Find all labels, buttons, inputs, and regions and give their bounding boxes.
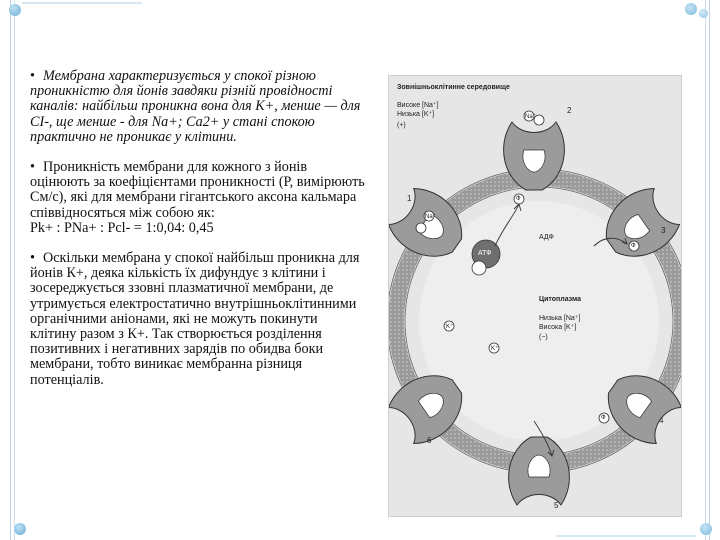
k-ion-label: K⁺: [446, 324, 454, 330]
ion-circle: [416, 223, 426, 233]
paragraph-text: Оскільки мембрана у спокої найбільш проникна для йонів К+, деяка кількість їх дифундує з клітини і зосереджується ззовні плазматичної мембрани, де утримується електростатично внутрішньоклітинними органічними аніонами, які не можуть покинути клітину разом з К+. Так створюється розділення позитивних і негативних зарядів по обидва боки мембрани, тобто виникає мембранна різниця потенціалів.: [30, 250, 360, 388]
step-number: 3: [661, 226, 666, 235]
decor-bar-top: [22, 2, 142, 4]
decor-bubble: [9, 4, 21, 16]
inner-low-na-label: Низька [Na⁺]: [539, 315, 581, 322]
decor-bubble: [14, 523, 26, 535]
phosphate-label: Ф: [516, 196, 521, 202]
ratio-formula: Pk+ : PNa+ : Pcl- = 1:0,04: 0,45: [30, 219, 214, 236]
step-number: 2: [567, 106, 572, 115]
outer-charge-label: (+): [397, 122, 406, 129]
paragraph-text: Мембрана характеризується у спокої різною проникністю для йонів завдяки різній провідності каналів: найбільш проникна вона для К+, менше — для СІ-, ще менше - для Na+; Са2+ у стані спокою практично не проникає у клітини.: [30, 68, 361, 145]
bullet-icon: •: [30, 159, 35, 176]
slide-frame-right-inner: [705, 0, 706, 540]
na-ion-label: Na⁺: [425, 214, 436, 220]
atp-phosphate: [472, 261, 486, 275]
sodium-potassium-pump-figure: [388, 75, 682, 517]
decor-bubble: [699, 9, 708, 18]
decor-bar-bottom: [556, 535, 696, 537]
phosphate-label: Ф: [631, 243, 636, 249]
slide-frame-left: [10, 0, 11, 540]
bullet-icon: •: [30, 68, 35, 84]
atp-label: АТФ: [478, 250, 492, 257]
inner-charge-label: (−): [539, 334, 548, 341]
outer-high-na-label: Високе [Na⁺]: [397, 102, 439, 109]
slide-frame-left-inner: [14, 0, 15, 540]
decor-bubble: [685, 3, 697, 15]
outer-medium-title: Зовнішньоклітинне середовище: [397, 84, 510, 91]
slide-text: [30, 69, 365, 403]
na-ion-label: Na⁺: [525, 114, 536, 120]
paragraph-text: Проникність мембрани для кожного з йонів оцінюють за коефіцієнтами проникності (Р, вимірюють См/с), які для мембрани гігантського аксона кальмара співвідносяться між собою як:: [30, 159, 365, 221]
inner-high-k-label: Висока [K⁺]: [539, 324, 577, 331]
step-number: 6: [427, 436, 432, 445]
step-number: 4: [659, 416, 664, 425]
step-number: 1: [407, 194, 412, 203]
k-ion-label: K⁺: [491, 346, 499, 352]
slide-frame-right: [709, 0, 710, 540]
paragraph-permeability-coefficients: [30, 160, 365, 236]
decor-bubble: [700, 523, 712, 535]
pump-cycle-diagram: [389, 76, 681, 516]
phosphate-label: Ф: [601, 415, 606, 421]
adp-label: АДФ: [539, 234, 554, 241]
paragraph-potential-difference: [30, 251, 365, 388]
paragraph-membrane-permeability: [30, 69, 365, 145]
pump-protein: [509, 437, 570, 505]
step-number: 5: [554, 501, 559, 510]
bullet-icon: •: [30, 250, 35, 267]
cytoplasm-title: Цитоплазма: [539, 296, 581, 303]
outer-low-k-label: Низька [K⁺]: [397, 111, 435, 118]
